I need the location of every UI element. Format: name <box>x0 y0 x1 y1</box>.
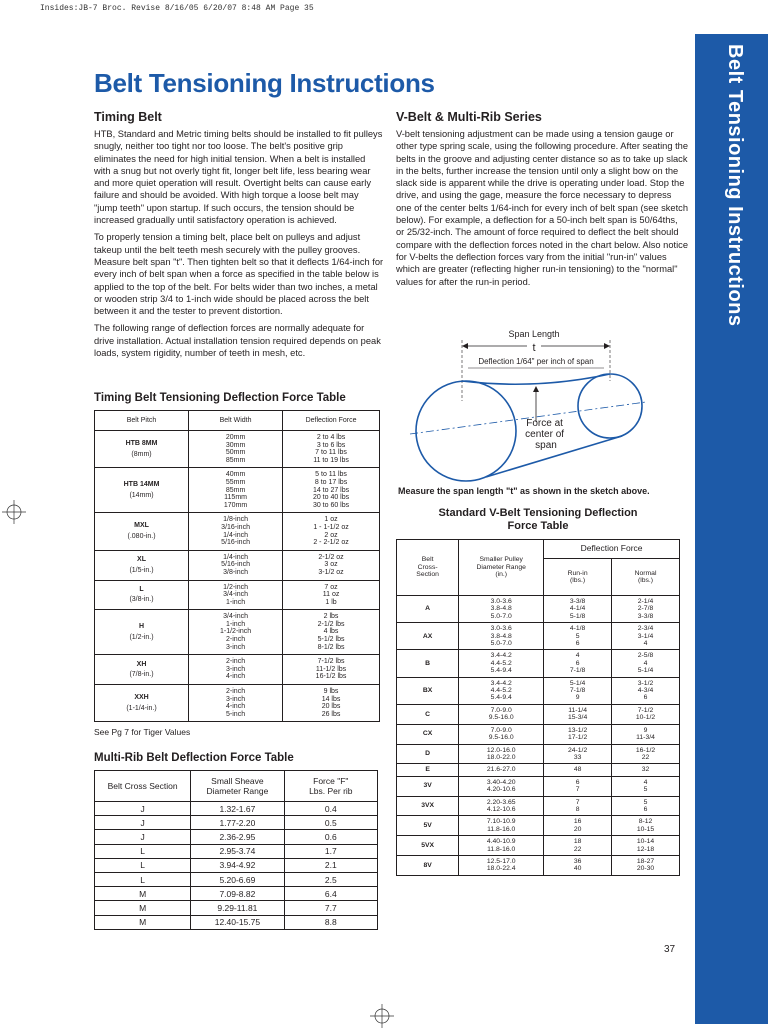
vbelt-cell-runin: 7 8 <box>544 796 612 816</box>
multirib-cell-section: J <box>95 816 191 830</box>
sketch-span-label: Span Length <box>508 329 560 339</box>
timing-pitch-sub: (1-1/4-in.) <box>126 704 157 712</box>
multirib-cell-diameter: 5.20-6.69 <box>191 872 284 886</box>
vbelt-cell-diameter: 2.20-3.65 4.12-10.6 <box>459 796 544 816</box>
span-arrowhead-left <box>462 343 468 349</box>
vbelt-cell-section: BX <box>397 677 459 704</box>
multirib-cell-force: 0.5 <box>284 816 377 830</box>
timing-cell-forces: 7 oz 11 oz 1 lb <box>283 580 380 610</box>
timing-table-body <box>95 431 380 722</box>
timing-pitch-name: HTB 14MM <box>123 481 160 489</box>
multirib-cell-diameter: 9.29-11.81 <box>191 901 284 915</box>
force-arrowhead <box>533 386 539 392</box>
vbelt-cell-diameter: 12.0-16.0 18.0-22.0 <box>459 744 544 764</box>
timing-cell-pitch <box>95 431 189 468</box>
vbelt-cell-runin: 4-1/8 5 6 <box>544 623 612 650</box>
vbelt-cell-diameter: 12.5-17.0 18.0-22.4 <box>459 855 544 875</box>
vbelt-table-section <box>396 507 688 876</box>
vbelt-p1: V-belt tensioning adjustment can be made using a tension gauge or other type spring scale, using the following procedure. After seating the belts in the groove and adjusting center distance so as to take up slack in the belts, further increase the tension until only a slight bow on the slack side is apparent while the drive is operating under load. Stop the drive, and using the gage, measure the force necessary to depress one of the center belts 1/64-inch for every inch of belt span (see sketch below). For example, a deflection for a 50-inch belt span is 50/64ths, or 25/32-inch. The amount of force required to deflect the belt should compare with the deflection forces noted in the chart below. Also notice for V-belts the deflection forces vary from the initial "run-in" values which are greater (reflecting higher run-in tensioning) to the "normal" values for after the run-in period. <box>396 129 688 287</box>
multirib-table-row <box>95 887 378 901</box>
multirib-title: Multi-Rib Belt Deflection Force Table <box>94 752 294 764</box>
vbelt-section <box>396 110 688 293</box>
vbelt-cell-section: 8V <box>397 855 459 875</box>
vbelt-cell-section: E <box>397 764 459 776</box>
timing-cell-widths: 1/8-inch 3/16-inch 1/4-inch 5/16-inch <box>189 513 283 550</box>
multirib-cell-diameter: 1.77-2.20 <box>191 816 284 830</box>
multirib-table-row <box>95 915 378 929</box>
timing-table-title: Timing Belt Tensioning Deflection Force Table <box>94 392 346 404</box>
multirib-cell-force: 7.7 <box>284 901 377 915</box>
vbelt-cell-normal: 2-1/4 2-7/8 3-3/8 <box>612 596 680 623</box>
timing-pitch-sub: (3/8-in.) <box>129 596 154 604</box>
timing-table-section <box>94 392 384 737</box>
vbelt-cell-diameter: 3.40-4.20 4.20-10.6 <box>459 776 544 796</box>
vbelt-cell-section: AX <box>397 623 459 650</box>
timing-belt-p1: HTB, Standard and Metric timing belts should be installed to fit pulleys snugly, neither too tight nor too loose. The belt's positive grip eliminates the need for high initial tension. When a belt is installed with a snug but not overly tight fit, longer belt life, less bearing wear and more quiet operation will result. Overtight belts can cause early failure and should be avoided. With high torque a loose belt may "jump teeth" upon startup. If such occurs, the tension should be increased gradually until satisfactory operation is achieved. <box>94 129 383 226</box>
timing-cell-forces: 1 oz 1 - 1-1/2 oz 2 oz 2 - 2-1/2 oz <box>283 513 380 550</box>
vbelt-cell-normal: 3-1/2 4-3/4 6 <box>612 677 680 704</box>
vbelt-table-row <box>397 650 680 677</box>
timing-table-row <box>95 550 380 580</box>
multirib-cell-diameter: 1.32-1.67 <box>191 802 284 816</box>
timing-pitch-name: MXL <box>134 522 149 530</box>
multirib-cell-section: L <box>95 858 191 872</box>
vbelt-cell-diameter: 3.0-3.6 3.8-4.8 5.0-7.0 <box>459 596 544 623</box>
multirib-cell-diameter: 2.36-2.95 <box>191 830 284 844</box>
timing-table-row <box>95 468 380 513</box>
timing-cell-pitch <box>95 468 189 513</box>
vbelt-table-row <box>397 836 680 856</box>
vbelt-cell-runin: 4 6 7-1/8 <box>544 650 612 677</box>
registration-mark-icon <box>2 500 26 524</box>
timing-cell-widths: 3/4-inch 1-inch 1-1/2-inch 2-inch 3-inch <box>189 610 283 655</box>
multirib-cell-section: M <box>95 887 191 901</box>
vbelt-th-runin: Run-in (lbs.) <box>544 559 612 596</box>
vbelt-cell-diameter: 3.0-3.6 3.8-4.8 5.0-7.0 <box>459 623 544 650</box>
vbelt-cell-diameter: 3.4-4.2 4.4-5.2 5.4-9.4 <box>459 650 544 677</box>
vbelt-cell-section: 5VX <box>397 836 459 856</box>
multirib-cell-force: 0.6 <box>284 830 377 844</box>
vbelt-cell-normal: 2-5/8 4 5-1/4 <box>612 650 680 677</box>
sketch-caption: Measure the span length "t" as shown in the sketch above. <box>398 486 650 496</box>
vbelt-table-title: Standard V-Belt Tensioning Deflection Force Table <box>438 507 638 532</box>
timing-cell-forces: 5 to 11 lbs 8 to 17 lbs 14 to 27 lbs 20 to 40 lbs 30 to 60 lbs <box>283 468 380 513</box>
multirib-table-row <box>95 830 378 844</box>
timing-table-row <box>95 685 380 722</box>
timing-cell-forces: 7-1/2 lbs 11-1/2 lbs 16-1/2 lbs <box>283 655 380 685</box>
multirib-table <box>94 770 378 930</box>
vbelt-cell-normal: 10-14 12-18 <box>612 836 680 856</box>
multirib-cell-diameter: 2.95-3.74 <box>191 844 284 858</box>
vbelt-table-row <box>397 744 680 764</box>
vbelt-table-row <box>397 816 680 836</box>
vbelt-cell-diameter: 4.40-10.9 11.8-16.0 <box>459 836 544 856</box>
vbelt-table-row <box>397 764 680 776</box>
timing-cell-widths: 40mm 55mm 85mm 115mm 170mm <box>189 468 283 513</box>
vbelt-cell-normal: 7-1/2 10-1/2 <box>612 704 680 724</box>
vbelt-cell-diameter: 3.4-4.2 4.4-5.2 5.4-9.4 <box>459 677 544 704</box>
vbelt-table-row <box>397 596 680 623</box>
force-label-line-2: center of <box>525 429 565 440</box>
multirib-section <box>94 752 384 930</box>
multirib-cell-force: 6.4 <box>284 887 377 901</box>
multirib-table-row <box>95 816 378 830</box>
small-pulley <box>578 374 642 438</box>
vbelt-table-row <box>397 855 680 875</box>
vbelt-cell-section: 3V <box>397 776 459 796</box>
multirib-cell-diameter: 12.40-15.75 <box>191 915 284 929</box>
timing-table-row <box>95 610 380 655</box>
vbelt-table <box>396 539 680 876</box>
multirib-th-section: Belt Cross Section <box>95 771 191 802</box>
page-title: Belt Tensioning Instructions <box>94 68 435 98</box>
vbelt-cell-normal: 9 11-3/4 <box>612 724 680 744</box>
vbelt-table-row <box>397 724 680 744</box>
registration-mark-icon <box>370 1004 394 1028</box>
vbelt-heading: V-Belt & Multi-Rib Series <box>396 110 542 124</box>
timing-th-force: Deflection Force <box>283 411 380 431</box>
side-tab-title-text: Belt Tensioning Instructions <box>723 44 746 327</box>
timing-cell-widths: 20mm 30mm 50mm 85mm <box>189 431 283 468</box>
vbelt-cell-runin: 16 20 <box>544 816 612 836</box>
timing-pitch-sub: (1/2-in.) <box>129 633 154 641</box>
timing-cell-pitch <box>95 513 189 550</box>
timing-cell-pitch <box>95 610 189 655</box>
multirib-cell-section: M <box>95 915 191 929</box>
timing-pitch-sub: (.080-in.) <box>127 533 156 541</box>
multirib-cell-section: M <box>95 901 191 915</box>
vbelt-th-section: Belt Cross- Section <box>397 540 459 596</box>
vbelt-cell-section: B <box>397 650 459 677</box>
timing-cell-widths: 1/4-inch 5/16-inch 3/8-inch <box>189 550 283 580</box>
vbelt-cell-runin: 24-1/2 33 <box>544 744 612 764</box>
timing-th-pitch: Belt Pitch <box>95 411 189 431</box>
timing-cell-widths: 2-inch 3-inch 4-inch 5-inch <box>189 685 283 722</box>
multirib-cell-force: 2.5 <box>284 872 377 886</box>
multirib-table-row <box>95 872 378 886</box>
vbelt-cell-normal: 16-1/2 22 <box>612 744 680 764</box>
timing-pitch-name: XXH <box>134 694 149 702</box>
vbelt-cell-runin: 18 22 <box>544 836 612 856</box>
force-label-line-3: span <box>535 440 557 451</box>
vbelt-table-row <box>397 623 680 650</box>
multirib-th-diameter: Small Sheave Diameter Range <box>191 771 284 802</box>
multirib-th-force: Force "F" Lbs. Per rib <box>284 771 377 802</box>
multirib-table-body <box>95 802 378 930</box>
multirib-cell-force: 2.1 <box>284 858 377 872</box>
multirib-cell-force: 1.7 <box>284 844 377 858</box>
vbelt-cell-section: C <box>397 704 459 724</box>
timing-table-row <box>95 431 380 468</box>
vbelt-th-diameter: Smaller Pulley Diameter Range (in.) <box>459 540 544 596</box>
vbelt-cell-diameter: 21.6-27.0 <box>459 764 544 776</box>
timing-belt-p2: To properly tension a timing belt, place belt on pulleys and adjust takeup until the belt teeth mesh securely with the pulley grooves. Measure belt span "t". Then tighten belt so that it deflects 1/64-inch for every inch of belt span when a force as specified in the table below is applied to the top of the belt. For belts wider than two inches, a metal or wooden strip 3/4 to 1-inch wide should be placed across the belt between it and the tester to prevent distortion. <box>94 232 384 317</box>
vbelt-cell-runin: 11-1/4 15-3/4 <box>544 704 612 724</box>
vbelt-cell-runin: 48 <box>544 764 612 776</box>
vbelt-table-body <box>397 596 680 876</box>
timing-pitch-name: HTB 8MM <box>125 440 158 448</box>
vbelt-cell-runin: 3-3/8 4-1/4 5-1/8 <box>544 596 612 623</box>
timing-belt-p3: The following range of deflection forces are normally adequate for drive installation. Actual installation tension required depends on peak loads, system rigidity, number of teeth in mesh, etc. <box>94 323 381 359</box>
timing-pitch-sub: (1/5-in.) <box>129 566 154 574</box>
vbelt-cell-normal: 32 <box>612 764 680 776</box>
timing-cell-pitch <box>95 655 189 685</box>
vbelt-cell-section: 3VX <box>397 796 459 816</box>
sketch-t-label: t <box>532 342 536 354</box>
force-label-line-1: Force at <box>526 418 563 429</box>
timing-pitch-name: L <box>139 585 144 593</box>
multirib-cell-diameter: 7.09-8.82 <box>191 887 284 901</box>
span-arrowhead-right <box>604 343 610 349</box>
timing-table-row <box>95 655 380 685</box>
multirib-cell-section: L <box>95 844 191 858</box>
timing-pitch-sub: (7/8-in.) <box>129 671 154 679</box>
multirib-cell-diameter: 3.94-4.92 <box>191 858 284 872</box>
tiger-note: See Pg 7 for Tiger Values <box>94 727 191 738</box>
vbelt-cell-normal: 8-12 10-15 <box>612 816 680 836</box>
multirib-cell-section: L <box>95 872 191 886</box>
multirib-cell-force: 8.8 <box>284 915 377 929</box>
vbelt-th-normal: Normal (lbs.) <box>612 559 680 596</box>
vbelt-cell-runin: 6 7 <box>544 776 612 796</box>
vbelt-cell-normal: 18-27 20-30 <box>612 855 680 875</box>
side-tab-title <box>695 34 768 374</box>
timing-cell-forces: 2 to 4 lbs 3 to 6 lbs 7 to 11 lbs 11 to 19 lbs <box>283 431 380 468</box>
page-number: 37 <box>664 944 676 955</box>
timing-belt-section <box>94 110 384 364</box>
timing-pitch-name: XH <box>136 660 147 668</box>
vbelt-table-row <box>397 677 680 704</box>
timing-cell-widths: 1/2-inch 3/4-inch 1-inch <box>189 580 283 610</box>
vbelt-cell-diameter: 7.0-9.0 9.5-16.0 <box>459 704 544 724</box>
multirib-cell-section: J <box>95 830 191 844</box>
vbelt-cell-section: 5V <box>397 816 459 836</box>
timing-pitch-sub: (8mm) <box>131 450 152 458</box>
print-slug: Insides:JB-7 Broc. Revise 8/16/05 6/20/07 8:48 AM Page 35 <box>40 4 314 13</box>
timing-th-width: Belt Width <box>189 411 283 431</box>
vbelt-table-row <box>397 704 680 724</box>
vbelt-cell-diameter: 7.10-10.9 11.8-16.0 <box>459 816 544 836</box>
vbelt-cell-runin: 36 40 <box>544 855 612 875</box>
timing-cell-pitch <box>95 550 189 580</box>
sketch-deflection-label: Deflection 1/64" per inch of span <box>478 357 594 366</box>
timing-pitch-sub: (14mm) <box>129 491 154 499</box>
vbelt-table-row <box>397 796 680 816</box>
vbelt-th-group: Deflection Force <box>544 540 680 559</box>
timing-cell-pitch <box>95 580 189 610</box>
multirib-table-row <box>95 802 378 816</box>
timing-cell-forces: 2 lbs 2-1/2 lbs 4 lbs 5-1/2 lbs 8-1/2 lbs <box>283 610 380 655</box>
vbelt-cell-runin: 5-1/4 7-1/8 9 <box>544 677 612 704</box>
multirib-table-row <box>95 844 378 858</box>
vbelt-cell-diameter: 7.0-9.0 9.5-16.0 <box>459 724 544 744</box>
vbelt-cell-normal: 2-3/4 3-1/4 4 <box>612 623 680 650</box>
multirib-table-row <box>95 858 378 872</box>
vbelt-cell-normal: 5 6 <box>612 796 680 816</box>
belt-span-sketch <box>396 326 688 486</box>
sketch-force-label <box>525 418 567 451</box>
vbelt-cell-normal: 4 5 <box>612 776 680 796</box>
vbelt-cell-section: CX <box>397 724 459 744</box>
multirib-table-row <box>95 901 378 915</box>
timing-pitch-name: H <box>138 623 145 631</box>
timing-cell-widths: 2-inch 3-inch 4-inch <box>189 655 283 685</box>
timing-cell-forces: 2-1/2 oz 3 oz 3-1/2 oz <box>283 550 380 580</box>
vbelt-table-row <box>397 776 680 796</box>
timing-cell-pitch <box>95 685 189 722</box>
timing-cell-forces: 9 lbs 14 lbs 20 lbs 26 lbs <box>283 685 380 722</box>
vbelt-cell-section: A <box>397 596 459 623</box>
vbelt-cell-section: D <box>397 744 459 764</box>
vbelt-cell-runin: 13-1/2 17-1/2 <box>544 724 612 744</box>
multirib-cell-section: J <box>95 802 191 816</box>
timing-pitch-name: XL <box>137 556 146 564</box>
timing-table-row <box>95 513 380 550</box>
timing-table-row <box>95 580 380 610</box>
timing-table <box>94 410 380 722</box>
timing-belt-heading: Timing Belt <box>94 110 162 124</box>
multirib-cell-force: 0.4 <box>284 802 377 816</box>
